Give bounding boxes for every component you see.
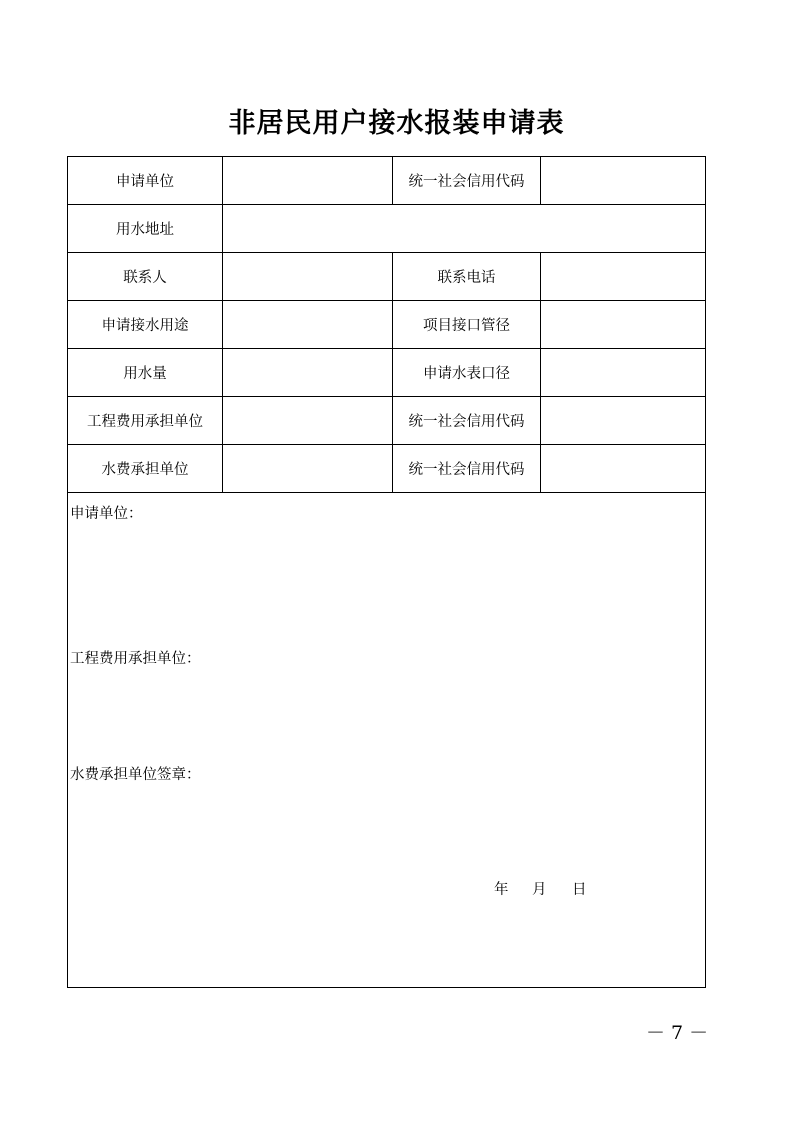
meter-diameter-label: 申请水表口径 <box>393 349 541 397</box>
table-row <box>68 253 706 301</box>
water-fee-payer-credit-code-field[interactable] <box>541 445 706 493</box>
engineering-payer-credit-code-field[interactable] <box>541 397 706 445</box>
table-row <box>68 301 706 349</box>
signature-row <box>68 493 706 988</box>
water-address-field[interactable] <box>223 205 706 253</box>
water-fee-payer-label: 水费承担单位 <box>68 445 223 493</box>
engineering-payer-signature-label: 工程费用承担单位： <box>70 651 201 667</box>
signature-area[interactable] <box>68 493 706 988</box>
applicant-unit-label: 申请单位 <box>68 157 223 205</box>
contact-phone-field[interactable] <box>541 253 706 301</box>
engineering-payer-field[interactable] <box>223 397 393 445</box>
date-month-label: 月 <box>532 882 547 898</box>
applicant-credit-code-field[interactable] <box>541 157 706 205</box>
page-number: － 7 － <box>646 1022 709 1044</box>
meter-diameter-field[interactable] <box>541 349 706 397</box>
credit-code-label: 统一社会信用代码 <box>393 157 541 205</box>
table-row <box>68 397 706 445</box>
contact-person-label: 联系人 <box>68 253 223 301</box>
date-day-label: 日 <box>572 882 587 898</box>
water-purpose-label: 申请接水用途 <box>68 301 223 349</box>
date-year-label: 年 <box>494 882 509 898</box>
applicant-unit-field[interactable] <box>223 157 393 205</box>
water-volume-label: 用水量 <box>68 349 223 397</box>
pipe-diameter-label: 项目接口管径 <box>393 301 541 349</box>
application-form-table <box>67 156 706 988</box>
water-address-label: 用水地址 <box>68 205 223 253</box>
credit-code-label: 统一社会信用代码 <box>393 397 541 445</box>
table-row <box>68 157 706 205</box>
contact-person-field[interactable] <box>223 253 393 301</box>
water-volume-field[interactable] <box>223 349 393 397</box>
engineering-payer-label: 工程费用承担单位 <box>68 397 223 445</box>
pipe-diameter-field[interactable] <box>541 301 706 349</box>
credit-code-label: 统一社会信用代码 <box>393 445 541 493</box>
water-fee-payer-field[interactable] <box>223 445 393 493</box>
document-title: 非居民用户接水报装申请表 <box>228 108 565 139</box>
contact-phone-label: 联系电话 <box>393 253 541 301</box>
applicant-signature-label: 申请单位： <box>70 506 143 522</box>
signature-date <box>494 878 587 899</box>
table-row <box>68 445 706 493</box>
table-row <box>68 205 706 253</box>
water-purpose-field[interactable] <box>223 301 393 349</box>
water-payer-signature-label: 水费承担单位签章： <box>70 767 201 783</box>
table-row <box>68 349 706 397</box>
